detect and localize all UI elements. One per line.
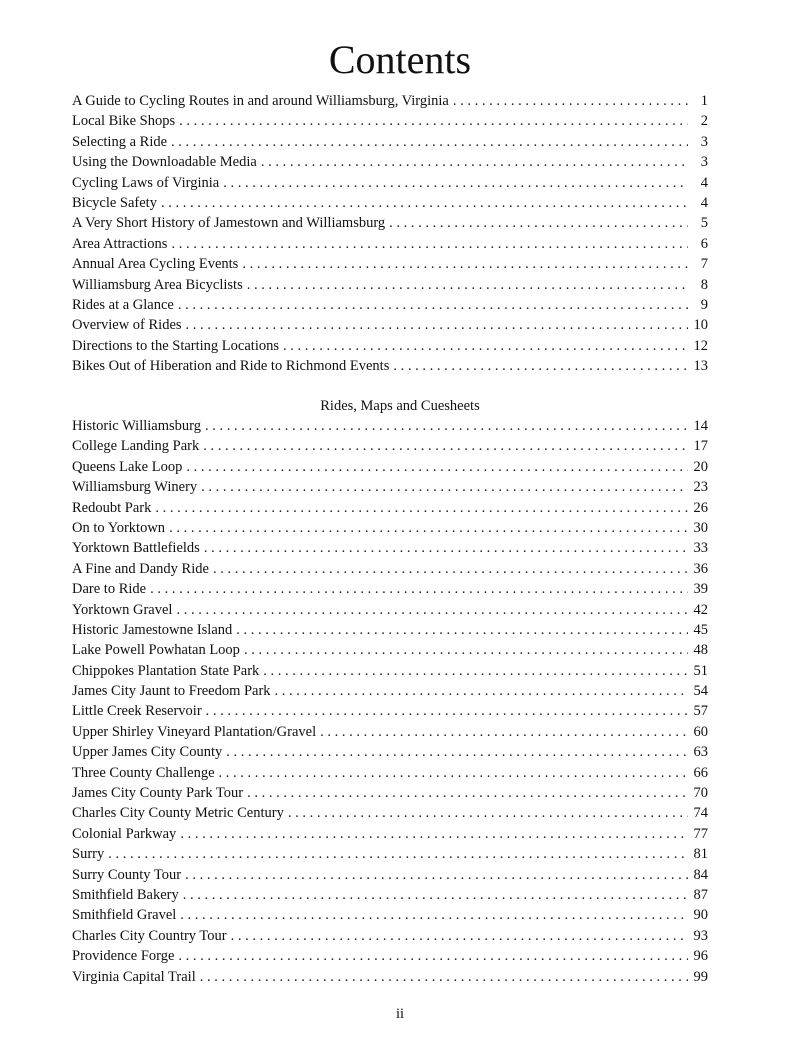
toc-entry[interactable] [72, 905, 708, 925]
dot-leader [183, 885, 688, 905]
toc-entry-title: James City County Park Tour [72, 785, 244, 802]
toc-entry-title: Rides at a Glance [72, 296, 174, 313]
toc-entry-title: Three County Challenge [72, 764, 215, 781]
toc-entry-title: Smithfield Gravel [72, 907, 177, 924]
toc-entry-title: Historic Williamsburg [72, 418, 201, 434]
toc-entry-title: Upper James City County [72, 744, 223, 761]
toc-entry[interactable] [72, 518, 708, 538]
dot-leader [186, 315, 688, 335]
toc-entry[interactable] [72, 477, 708, 497]
toc-entry[interactable] [72, 722, 708, 742]
toc-entry-title: Smithfield Bakery [72, 886, 179, 903]
dot-leader [201, 477, 687, 497]
toc-entry-title: Upper Shirley Vineyard Plantation/Gravel [72, 723, 317, 740]
toc-entry-page: 57 [693, 703, 708, 720]
toc-entry[interactable] [72, 436, 708, 456]
toc-entry[interactable] [72, 742, 708, 762]
toc-entry-title: Queens Lake Loop [72, 458, 183, 475]
toc-entry[interactable] [72, 254, 708, 274]
dot-leader [247, 275, 688, 295]
dot-leader [178, 295, 688, 315]
toc-entry-title: A Very Short History of Jamestown and Williamsburg [72, 215, 386, 232]
toc-entry-title: A Fine and Dandy Ride [72, 560, 209, 577]
toc-entry[interactable] [72, 620, 708, 640]
toc-entry-title: Area Attractions [72, 235, 168, 252]
toc-entry-title: Colonial Parkway [72, 825, 177, 842]
dot-leader [179, 111, 688, 131]
toc-entry-page: 13 [693, 358, 708, 375]
dot-leader [161, 193, 688, 213]
dot-leader [185, 865, 687, 885]
toc-entry[interactable] [72, 498, 708, 518]
toc-entry-page: 23 [693, 479, 708, 496]
toc-entry[interactable] [72, 946, 708, 966]
toc-entry-page: 84 [693, 866, 708, 883]
toc-entry-title: A Guide to Cycling Routes in and around Williamsburg, Virginia [72, 93, 449, 109]
dot-leader [453, 91, 688, 111]
dot-leader [169, 518, 687, 538]
toc-entry-title: Selecting a Ride [72, 133, 168, 150]
dot-leader [242, 254, 688, 274]
dot-leader [155, 498, 687, 518]
toc-entry-title: Charles City Country Tour [72, 927, 227, 944]
toc-entry-title: Lake Powell Powhatan Loop [72, 642, 240, 659]
toc-entry[interactable] [72, 579, 708, 599]
toc-entry[interactable] [72, 783, 708, 803]
toc-entry-page: 26 [693, 499, 708, 516]
toc-entry-page: 2 [700, 113, 708, 130]
dot-leader [226, 742, 687, 762]
toc-entry-page: 33 [693, 540, 708, 557]
toc-entry-page: 90 [693, 907, 708, 924]
toc-entry-page: 48 [693, 642, 708, 659]
toc-entry[interactable] [72, 763, 708, 783]
toc-entry-page: 1 [700, 93, 708, 109]
toc-entry[interactable] [72, 600, 708, 620]
toc-entry-title: Williamsburg Area Bicyclists [72, 276, 243, 293]
toc-entry[interactable] [72, 824, 708, 844]
toc-entry[interactable] [72, 91, 708, 111]
toc-entry-title: Bicycle Safety [72, 194, 157, 211]
dot-leader [231, 926, 688, 946]
toc-entry-page: 14 [693, 418, 708, 434]
toc-entry-page: 42 [693, 601, 708, 618]
dot-leader [213, 559, 688, 579]
dot-leader [180, 905, 687, 925]
toc-entry-page: 8 [700, 276, 708, 293]
toc-entry-title: Dare to Ride [72, 581, 147, 598]
dot-leader [393, 356, 687, 376]
dot-leader [150, 579, 687, 599]
toc-entry-title: Historic Jamestowne Island [72, 621, 233, 638]
toc-entry[interactable] [72, 885, 708, 905]
dot-leader [171, 234, 688, 254]
toc-entry[interactable] [72, 336, 708, 356]
toc-entry-page: 87 [693, 886, 708, 903]
toc-entry-title: Bikes Out of Hiberation and Ride to Richmond Events [72, 358, 390, 375]
dot-leader [178, 946, 687, 966]
toc-entry-title: James City Jaunt to Freedom Park [72, 683, 271, 700]
dot-leader [203, 436, 687, 456]
dot-leader [261, 152, 688, 172]
dot-leader [283, 336, 688, 356]
toc-entry-page: 66 [693, 764, 708, 781]
dot-leader [171, 132, 688, 152]
toc-entry-page: 12 [693, 337, 708, 354]
dot-leader [200, 967, 688, 987]
toc-entry[interactable] [72, 111, 708, 131]
dot-leader [244, 640, 688, 660]
toc-entry-page: 3 [700, 133, 708, 150]
dot-leader [236, 620, 687, 640]
dot-leader [320, 722, 687, 742]
toc-entry-page: 74 [693, 805, 708, 822]
toc-entry-title: Yorktown Battlefields [72, 540, 200, 557]
toc-entry[interactable] [72, 234, 708, 254]
dot-leader [275, 681, 688, 701]
dot-leader [204, 538, 688, 558]
toc-entry-page: 36 [693, 560, 708, 577]
toc-entry[interactable] [72, 865, 708, 885]
toc-entry-page: 93 [693, 927, 708, 944]
toc-entry-title: On to Yorktown [72, 519, 166, 536]
toc-entry-title: College Landing Park [72, 438, 200, 455]
dot-leader [219, 763, 688, 783]
toc-entry[interactable] [72, 213, 708, 233]
dot-leader [223, 173, 688, 193]
dot-leader [186, 457, 687, 477]
toc-entry-page: 5 [700, 215, 708, 232]
toc-entry-page: 7 [700, 256, 708, 273]
dot-leader [263, 661, 687, 681]
toc-entry[interactable] [72, 173, 708, 193]
toc-entry[interactable] [72, 538, 708, 558]
toc-entry[interactable] [72, 132, 708, 152]
toc-entry-title: Overview of Rides [72, 317, 182, 334]
toc-entry-page: 39 [693, 581, 708, 598]
toc-entry-page: 20 [693, 458, 708, 475]
toc-entry-page: 9 [700, 296, 708, 313]
dot-leader [389, 213, 688, 233]
toc-entry-title: Providence Forge [72, 948, 175, 965]
dot-leader [176, 600, 687, 620]
toc-entry[interactable] [72, 152, 708, 172]
toc-entry-title: Annual Area Cycling Events [72, 256, 239, 273]
toc-entry[interactable] [72, 559, 708, 579]
toc-entry[interactable] [72, 640, 708, 660]
dot-leader [108, 844, 687, 864]
toc-entry[interactable] [72, 701, 708, 721]
toc-entry[interactable] [72, 416, 708, 436]
toc-entry[interactable] [72, 844, 708, 864]
toc-entry-title: Surry [72, 846, 105, 863]
dot-leader [247, 783, 687, 803]
toc-entry-page: 54 [693, 683, 708, 700]
toc-entry-title: Using the Downloadable Media [72, 154, 257, 171]
toc-entry[interactable] [72, 295, 708, 315]
toc-entry[interactable] [72, 681, 708, 701]
toc-entry[interactable] [72, 356, 708, 376]
toc-entry-title: Little Creek Reservoir [72, 703, 202, 720]
toc-entry-title: Directions to the Starting Locations [72, 337, 279, 354]
toc-entry-page: 6 [700, 235, 708, 252]
page-title: Contents [328, 37, 472, 82]
toc-entry[interactable] [72, 275, 708, 295]
toc-entry-page: 4 [700, 174, 708, 191]
toc-entry[interactable] [72, 926, 708, 946]
toc-entry-title: Cycling Laws of Virginia [72, 174, 220, 191]
toc-entry[interactable] [72, 661, 708, 681]
toc-entry-page: 63 [693, 744, 708, 761]
toc-main-list [72, 91, 708, 376]
toc-entry-title: Chippokes Plantation State Park [72, 662, 260, 679]
toc-entry-page: 81 [693, 846, 708, 863]
toc-entry-page: 77 [693, 825, 708, 842]
toc-entry-page: 99 [693, 968, 708, 985]
toc-entry-title: Charles City County Metric Century [72, 805, 284, 822]
toc-entry[interactable] [72, 315, 708, 335]
toc-entry-title: Virginia Capital Trail [72, 968, 196, 985]
toc-entry-page: 96 [693, 948, 708, 965]
toc-entry-page: 45 [693, 621, 708, 638]
dot-leader [180, 824, 687, 844]
toc-entry-page: 60 [693, 723, 708, 740]
toc-entry-title: Redoubt Park [72, 499, 152, 516]
toc-entry[interactable] [72, 967, 708, 987]
toc-entry-title: Williamsburg Winery [72, 479, 198, 496]
toc-entry-page: 70 [693, 785, 708, 802]
toc-entry-page: 30 [693, 519, 708, 536]
dot-leader [206, 701, 688, 721]
toc-entry-page: 4 [700, 194, 708, 211]
toc-entry[interactable] [72, 193, 708, 213]
rides-section-heading: Rides, Maps and Cuesheets [320, 398, 480, 414]
page-number: ii [395, 1006, 405, 1022]
dot-leader [288, 803, 688, 823]
toc-entry-page: 17 [693, 438, 708, 455]
toc-entry-title: Local Bike Shops [72, 113, 176, 130]
toc-entry[interactable] [72, 803, 708, 823]
toc-entry-title: Surry County Tour [72, 866, 182, 883]
toc-entry-title: Yorktown Gravel [72, 601, 173, 618]
toc-entry-page: 51 [693, 662, 708, 679]
toc-entry-page: 10 [693, 317, 708, 334]
toc-rides-list [72, 416, 708, 987]
dot-leader [205, 416, 688, 436]
toc-entry[interactable] [72, 457, 708, 477]
toc-entry-page: 3 [700, 154, 708, 171]
